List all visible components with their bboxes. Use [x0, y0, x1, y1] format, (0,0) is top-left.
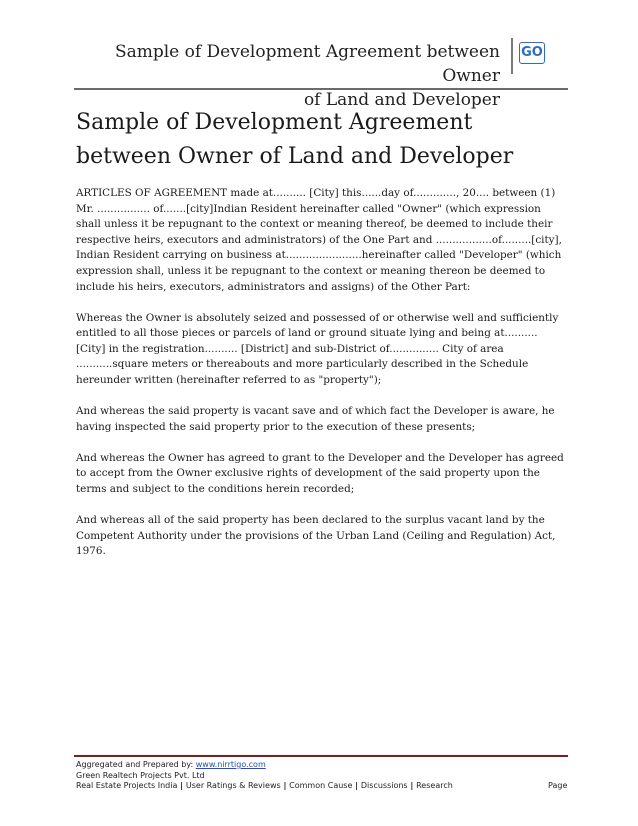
footer-company: Green Realtech Projects Pvt. Ltd: [76, 770, 205, 780]
footer-link-research[interactable]: Research: [416, 781, 453, 790]
footer-separator: |: [352, 781, 361, 790]
footer-links: [76, 781, 566, 792]
running-header-line1: Sample of Development Agreement between Owner: [114, 42, 500, 86]
footer-link-projects[interactable]: Real Estate Projects India: [76, 781, 178, 790]
paragraph-whereas-vacant: And whereas the said property is vacant save and of which fact the Developer is aware, he having inspected the said property prior to the execution of these presents;: [76, 405, 555, 433]
footer-prepared-label: Aggregated and Prepared by:: [76, 760, 196, 769]
paragraph-whereas-owner: Whereas the Owner is absolutely seized and possessed of or otherwise well and sufficiently entitled to all those pieces or parcels of land or ground situate lying and being at.......... [City] in the registration.......... [District] and sub-District of............... City of area ...........square meters or thereabouts and more particularly described in the Schedule hereunder written (hereinafter referred to as "property");: [76, 311, 559, 387]
paragraph-whereas-declared: And whereas all of the said property has been declared to the surplus vacant land by the Competent Authority under the provisions of the Urban Land (Ceiling and Regulation) Act, 1976.: [76, 514, 556, 558]
paragraph-articles: ARTICLES OF AGREEMENT made at.......... [City] this......day of............., 20.... between (1) Mr. ................ of.......[city]Indian Resident hereinafter called "Owner" (which expression shall unless it be repugnant to the context or meaning thereof, be deemed to include their respective heirs, executors and administrators) of the One Part and .................of.........[city], Indian Resident carrying on business at.......................hereinafter called "Developer" (which expression shall, unless it be repugnant to the context or meaning thereon be deemed to include his heirs, executors, administrators and assigns) of the Other Part:: [76, 187, 562, 293]
go-logo-icon: GO: [519, 42, 545, 64]
header-divider: [74, 88, 568, 90]
footer-page-label: Page: [548, 781, 568, 790]
document-body: [76, 186, 564, 575]
paragraph-whereas-agreed: And whereas the Owner has agreed to grant to the Developer and the Developer has agreed to accept from the Owner exclusive rights of development of the said property upon the terms and subject to the conditions herein recorded;: [76, 451, 564, 495]
footer-separator: |: [407, 781, 417, 790]
footer-prepared-by: [76, 760, 566, 771]
running-header-line2: of Land and Developer: [303, 90, 500, 110]
footer-divider: [74, 755, 568, 757]
footer-link-ratings[interactable]: User Ratings & Reviews: [185, 781, 281, 790]
running-header: [80, 40, 500, 112]
footer-separator: |: [177, 781, 186, 790]
footer-link-discussions[interactable]: Discussions: [360, 781, 408, 790]
footer-link-common-cause[interactable]: Common Cause: [289, 781, 353, 790]
header-logo-area: [511, 38, 547, 74]
document-title: Sample of Development Agreement between Owner of Land and Developer: [76, 110, 514, 169]
page-footer: [76, 760, 566, 792]
footer-website-link[interactable]: www.nirrtigo.com: [195, 760, 266, 769]
footer-separator: |: [280, 781, 290, 790]
